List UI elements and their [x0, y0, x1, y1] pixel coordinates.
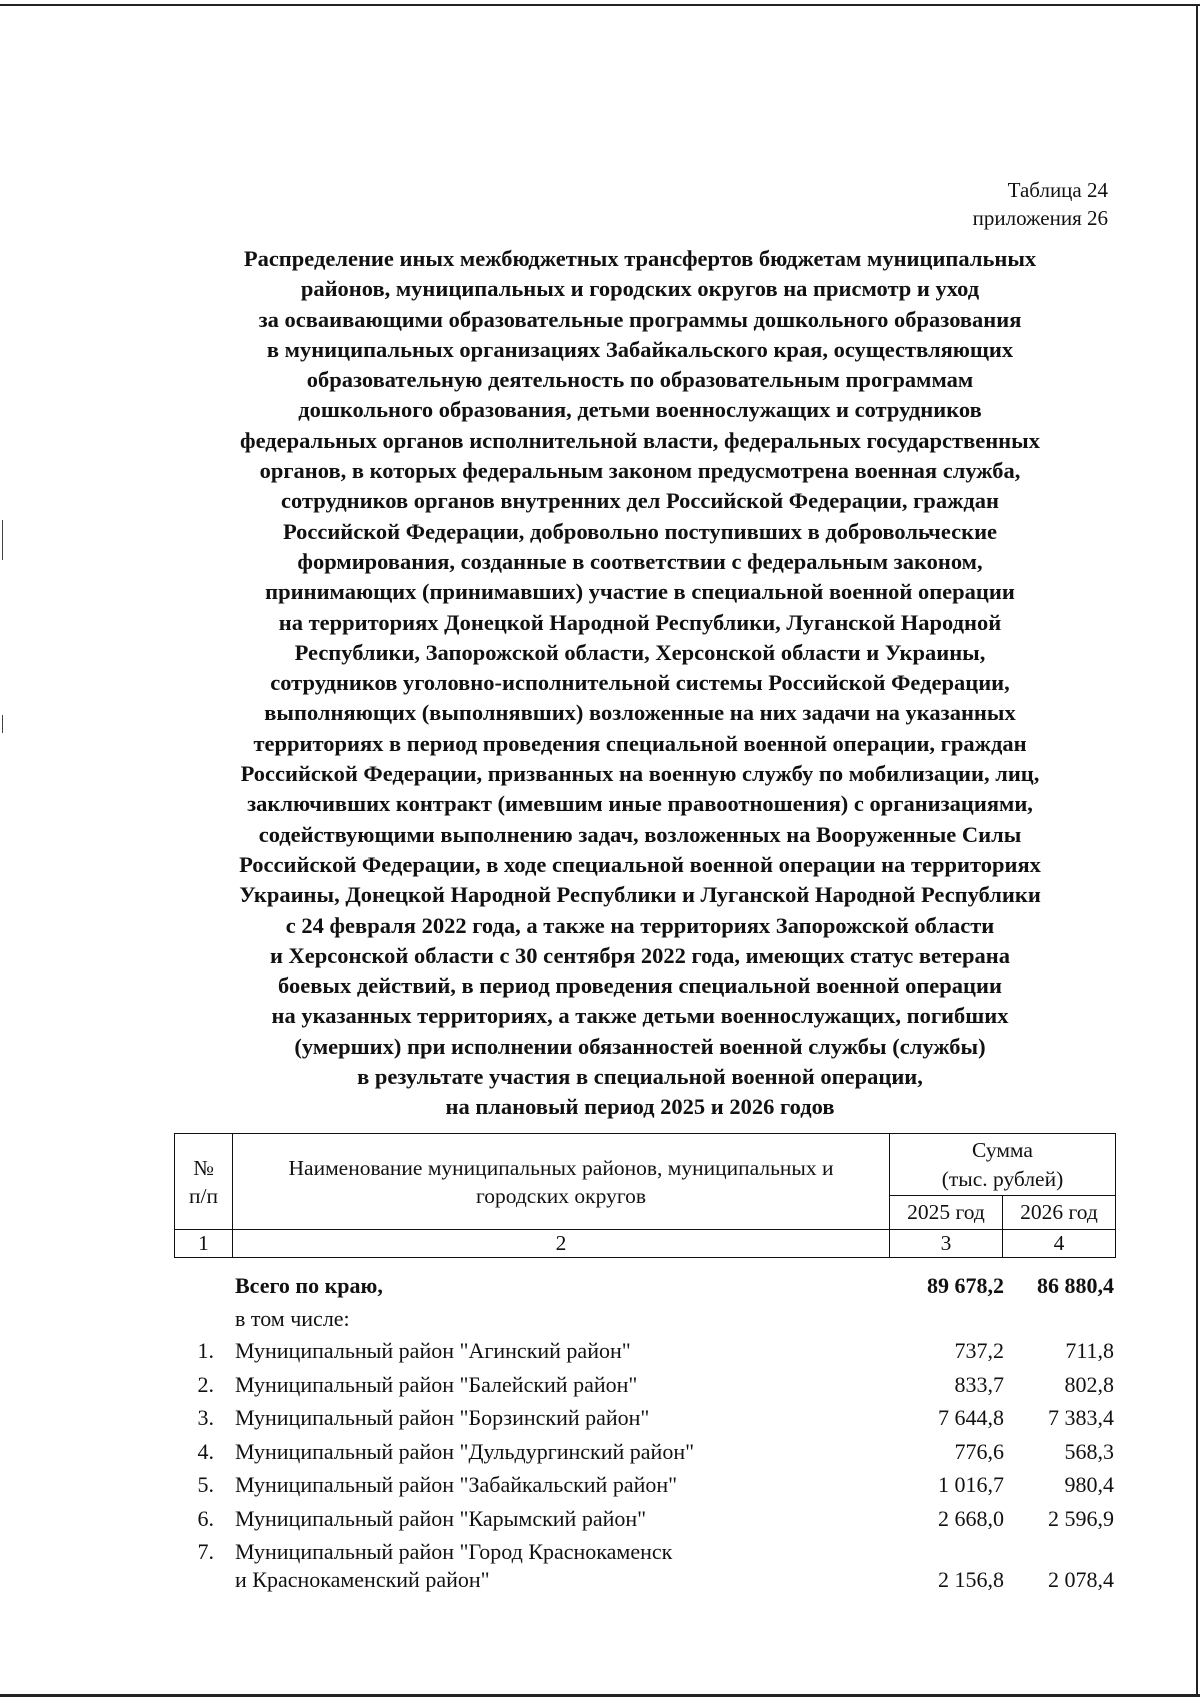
table-body — [174, 1268, 1114, 1595]
scan-frame-right — [1196, 4, 1198, 1694]
title-line: на территориях Донецкой Народной Республики, Луганской Народной — [278, 609, 1002, 635]
title-line: за осваивающими образовательные программы дошкольного образования — [258, 306, 1022, 332]
scan-frame-bottom — [0, 1694, 1200, 1697]
header-2025: 2025 год — [890, 1196, 1003, 1230]
header-2026: 2026 год — [1003, 1196, 1116, 1230]
table-row: 3. Муниципальный район "Борзинский район" 7 644,8 7 383,4 — [197, 1405, 1114, 1430]
title-line: (умерших) при исполнении обязанностей военной службы (службы) — [294, 1033, 986, 1059]
table-row-including — [174, 1304, 1114, 1334]
title-line: и Херсонской области с 30 сентября 2022 года, имеющих статус ветерана — [269, 942, 1011, 968]
table-row: 7. Муниципальный район "Город Краснокаменск и Краснокаменский район" 2 156,8 2 078,4 — [197, 1539, 1114, 1592]
header-name: Наименование муниципальных районов, муниципальных и городских округов — [233, 1134, 890, 1230]
title-line: образовательную деятельность по образовательным программам — [306, 367, 974, 393]
title-line: территориях в период проведения специальной военной операции, граждан — [253, 730, 1027, 756]
col-index: 3 — [890, 1230, 1003, 1258]
scan-mark — [2, 715, 3, 733]
title-line: Российской Федерации, добровольно поступивших в добровольческие — [282, 518, 998, 544]
title-line: Республики, Запорожской области, Херсонской области и Украины, — [294, 639, 986, 665]
title-line: органов, в которых федеральным законом предусмотрена военная служба, — [259, 458, 1021, 484]
title-line: заключивших контракт (имевшим иные правоотношения) с организациями, — [247, 791, 1033, 817]
table-row: 5. Муниципальный район "Забайкальский район" 1 016,7 980,4 — [197, 1472, 1114, 1497]
title-line: районов, муниципальных и городских округов на присмотр и уход — [300, 276, 980, 302]
title-line: боевых действий, в период проведения специальной военной операции — [278, 973, 1002, 999]
table-row: 1. Муниципальный район "Агинский район" 737,2 711,8 — [197, 1338, 1114, 1363]
title-line: сотрудников органов внутренних дел Российской Федерации, граждан — [280, 488, 999, 514]
title-line: федеральных органов исполнительной власти, федеральных государственных — [240, 427, 1040, 453]
title-line: Распределение иных межбюджетных трансфертов бюджетам муниципальных — [243, 246, 1037, 271]
title-line: выполняющих (выполнявших) возложенные на них задачи на указанных — [264, 700, 1016, 726]
total-2025: 89 678,2 — [927, 1273, 1004, 1298]
scan-frame-top — [0, 4, 1200, 6]
col-index: 2 — [233, 1230, 890, 1258]
title-line: на плановый период 2025 и 2026 годов — [445, 1094, 835, 1120]
including-label: в том числе: — [235, 1306, 350, 1331]
title-line: принимающих (принимавших) участие в специальной военной операции — [265, 579, 1015, 605]
table-row: 6. Муниципальный район "Карымский район" 2 668,0 2 596,9 — [197, 1505, 1114, 1531]
scan-mark — [2, 520, 3, 560]
title-line: в результате участия в специальной военной операции, — [357, 1064, 923, 1090]
title-line: в муниципальных организациях Забайкальского края, осуществляющих — [266, 336, 1014, 362]
header-num: № п/п — [175, 1134, 233, 1230]
table-reference — [973, 176, 1108, 232]
title-line: на указанных территориях, а также детьми военнослужащих, погибших — [271, 1003, 1009, 1029]
header-sum: Сумма (тыс. рублей) — [890, 1134, 1116, 1196]
col-index: 4 — [1003, 1230, 1116, 1258]
title-line: Российской Федерации, в ходе специальной военной операции на территориях — [239, 851, 1041, 877]
appendix-number: приложения 26 — [972, 206, 1108, 230]
title-line: сотрудников уголовно-исполнительной системы Российской Федерации, — [270, 670, 1010, 696]
document-title — [160, 244, 1120, 1123]
title-line: дошкольного образования, детьми военнослужащих и сотрудников — [298, 397, 982, 423]
col-index: 1 — [175, 1230, 233, 1258]
table-header — [174, 1133, 1116, 1258]
title-line: с 24 февраля 2022 года, а также на территориях Запорожской области — [285, 912, 995, 938]
title-line: содействующими выполнению задач, возложенных на Вооруженные Силы — [258, 821, 1022, 847]
table-number: Таблица 24 — [1007, 178, 1108, 202]
total-label: Всего по краю, — [235, 1273, 383, 1298]
table-row: 2. Муниципальный район "Балейский район" 833,7 802,8 — [197, 1371, 1114, 1397]
title-line: Украины, Донецкой Народной Республики и Луганской Народной Республики — [239, 882, 1041, 908]
table-row-total — [174, 1268, 1114, 1304]
table-row: 4. Муниципальный район "Дульдургинский район" 776,6 568,3 — [197, 1438, 1114, 1464]
title-line: Российской Федерации, призванных на военную службу по мобилизации, лиц, — [240, 761, 1040, 787]
title-line: формирования, созданные в соответствии с федеральным законом, — [297, 548, 983, 574]
total-2026: 86 880,4 — [1037, 1273, 1114, 1298]
